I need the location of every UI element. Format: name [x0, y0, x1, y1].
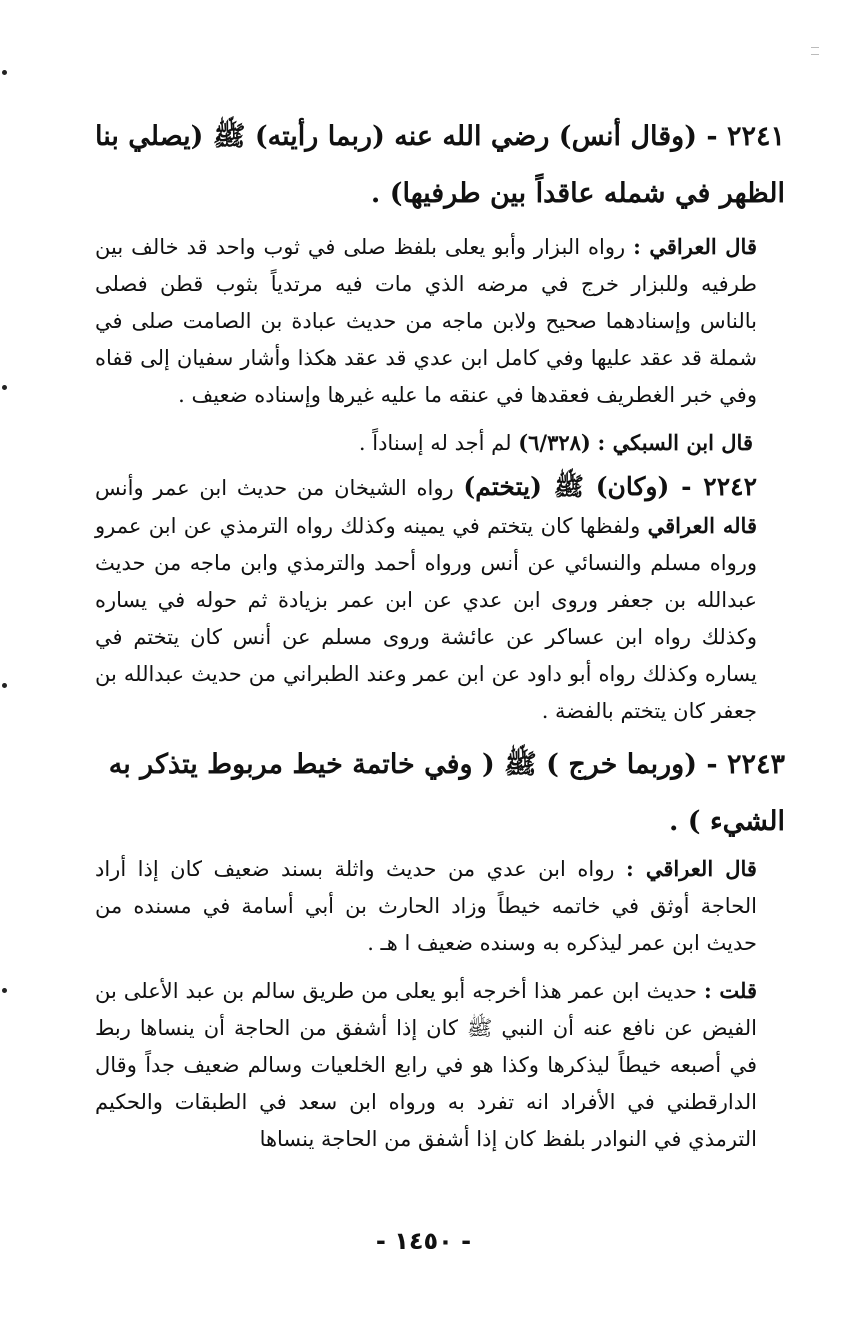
entry-heading [95, 108, 785, 222]
commentary-text: رواه الشيخان من حديث ابن عمر وأنس [95, 476, 454, 500]
entry-2242 [95, 468, 785, 730]
commentary-text: رواه البزار وأبو يعلى بلفظ صلى في ثوب واحد قد خالف بين طرفيه وللبزار خرج في مرضه الذي مات فيه مرتدياً بثوب قطن فصلى بالناس وإسنادهما صحيح ولابن ماجه من حديث عبادة بن الصامت صلى في شملة قد عقد عليها وفي كامل ابن عدي قد عقد هكذا وأشار سفيان إلى قفاه وفي خبر الغطريف فعقدها في عنقه ما عليه غيرها وإسناده ضعيف . [95, 235, 757, 407]
commentary-paragraph [95, 424, 785, 462]
commentator-name: قال العراقي : [633, 234, 757, 259]
commentary-text: ولفظها كان يتختم في يمينه وكذلك رواه الترمذي عن ابن عمرو ورواه مسلم والنسائي عن أنس ورواه أحمد والترمذي وابن ماجه من حديث عبدالله بن جعفر وروى ابن عدي عن ابن عمر بزيادة ثم حوله في يساره وكذلك رواه ابن عساكر عن عائشة وروى مسلم عن أنس كان يتختم في يساره وكذلك رواه أبو داود عن ابن عمر وعند الطبراني من حديث عبدالله بن جعفر كان يتختم بالفضة . [95, 514, 757, 723]
commentary-paragraph [95, 228, 785, 414]
heading-line: الشيء ) . [669, 806, 785, 837]
commentator-name: قاله العراقي [647, 513, 757, 538]
margin-dot [2, 988, 7, 993]
heading-line: ٢٢٤١ - (وقال أنس) رضي الله عنه (ربما رأيته) ﷺ (يصلي بنا [94, 121, 785, 152]
entry-2241 [95, 108, 785, 462]
scan-corner-mark [811, 47, 819, 55]
commentary-text: لم أجد له إسناداً . [358, 431, 512, 455]
page-body [95, 108, 785, 1158]
commentator-name: قال ابن السبكي : [597, 430, 753, 455]
heading-line: ٢٢٤٣ - (وربما خرج ) ﷺ ( وفي خاتمة خيط مربوط يتذكر به [108, 749, 785, 780]
volume-reference: (٦/٣٢٨) [518, 430, 591, 455]
margin-dot [2, 683, 7, 688]
commentator-name: قال العراقي : [625, 856, 757, 881]
author-note-paragraph [95, 972, 785, 1158]
margin-dot [2, 70, 7, 75]
entry-paragraph [95, 468, 785, 730]
commentary-text: رواه ابن عدي من حديث واثلة بسند ضعيف كان إذا أراد الحاجة أوثق في خاتمه خيطاً وزاد الحارث بن أبي أسامة في مسنده من حديث ابن عمر ليذكره به وسنده ضعيف ا هـ . [95, 857, 757, 955]
page-number: - ١٤٥٠ - [375, 1227, 472, 1255]
commentary-text: حديث ابن عمر هذا أخرجه أبو يعلى من طريق سالم بن عبد الأعلى بن الفيض عن نافع عنه أن النبي ﷺ كان إذا أشفق من الحاجة أن ينساها ربط في أصبعه خيطاً ليذكرها وكذا هو في رابع الخلعيات وسالم ضعيف جداً وقال الدارقطني في الأفراد انه تفرد به ورواه ابن سعد في الطبقات والحكيم الترمذي في النوادر بلفظ كان إذا أشفق من الحاجة ينساها [95, 979, 757, 1151]
entry-heading: ٢٢٤٢ - (وكان) ﷺ (يتختم) [463, 472, 757, 501]
heading-line: الظهر في شمله عاقداً بين طرفيها) . [370, 178, 785, 209]
author-note-lead: قلت : [704, 978, 757, 1003]
commentary-paragraph [95, 850, 785, 962]
entry-heading [95, 736, 785, 850]
margin-dot [2, 385, 7, 390]
entry-2243 [95, 736, 785, 1158]
